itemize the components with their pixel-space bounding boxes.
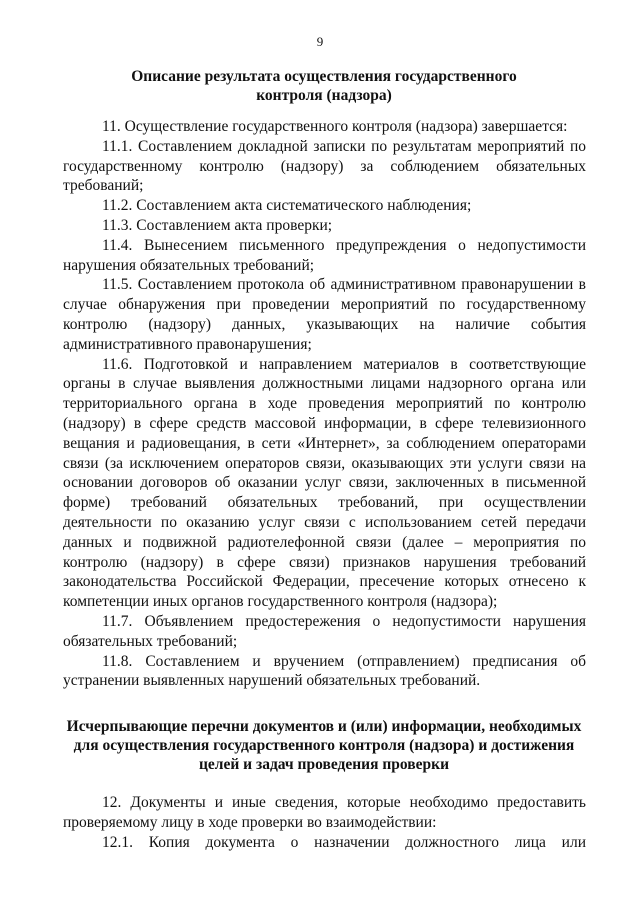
paragraph-11-6: 11.6. Подготовкой и направлением материалов в соответствующие органы в случае выявления должностными лицами надзорного органа или территориального органа в ходе проведения мероприятий по контролю (надзору) в сфере средств массовой информации, в сфере телевизионного вещания и радиовещания, в сети «Интернет», за соблюдением операторами связи (за исключением операторов связи, оказывающих эти услуги связи на основании договоров об оказании услуг связи, заключенных в письменной форме) требований обязательных требований, при осуществлении деятельности по оказанию услуг связи с использованием сетей передачи данных и подвижной радиотелефонной связи (далее – мероприятия по контролю (надзору) в сфере связи) признаков нарушения требований законодательства Российской Федерации, пресечение которых отнесено к компетенции иных органов государственного контроля (надзора); <box>63 355 586 611</box>
section-body-result <box>63 117 586 691</box>
paragraph-11-8: 11.8. Составлением и вручением (отправлением) предписания об устранении выявленных нарушений обязательных требований. <box>63 652 586 690</box>
section-body-documents <box>63 793 586 852</box>
paragraph-11-3: 11.3. Составлением акта проверки; <box>102 216 333 234</box>
paragraph-11-7: 11.7. Объявлением предостережения о недопустимости нарушения обязательных требований; <box>63 612 586 650</box>
paragraph-11-2: 11.2. Составлением акта систематического наблюдения; <box>102 197 472 215</box>
paragraph-11: 11. Осуществление государственного контроля (надзора) завершается: <box>102 118 568 135</box>
page-number: 9 <box>316 34 324 49</box>
section-heading-result <box>62 67 586 105</box>
heading-line: Исчерпывающие перечни документов и (или) информации, необходимых <box>66 718 582 735</box>
section-heading-documents <box>62 717 586 774</box>
heading-line: целей и задач проведения проверки <box>198 756 449 773</box>
paragraph-11-1: 11.1. Составлением докладной записки по результатам мероприятий по государственному контролю (надзору) за соблюдением обязательных требований; <box>63 137 586 195</box>
paragraph-12-1: 12.1. Копия документа о назначении должностного лица или <box>102 833 586 851</box>
heading-line: контроля (надзора) <box>256 87 392 104</box>
paragraph-11-5: 11.5. Составлением протокола об административном правонарушении в случае обнаружения при проведении мероприятий по государственному контролю (надзору) данных, указывающих на наличие события административного правонарушения; <box>63 276 586 353</box>
paragraph-12: 12. Документы и иные сведения, которые необходимо предоставить проверяемому лицу в ходе проверки во взаимодействии: <box>63 794 586 831</box>
paragraph-11-4: 11.4. Вынесением письменного предупреждения о недопустимости нарушения обязательных требований; <box>63 236 586 274</box>
heading-line: Описание результата осуществления государственного <box>131 68 517 85</box>
heading-line: для осуществления государственного контроля (надзора) и достижения <box>73 737 575 754</box>
